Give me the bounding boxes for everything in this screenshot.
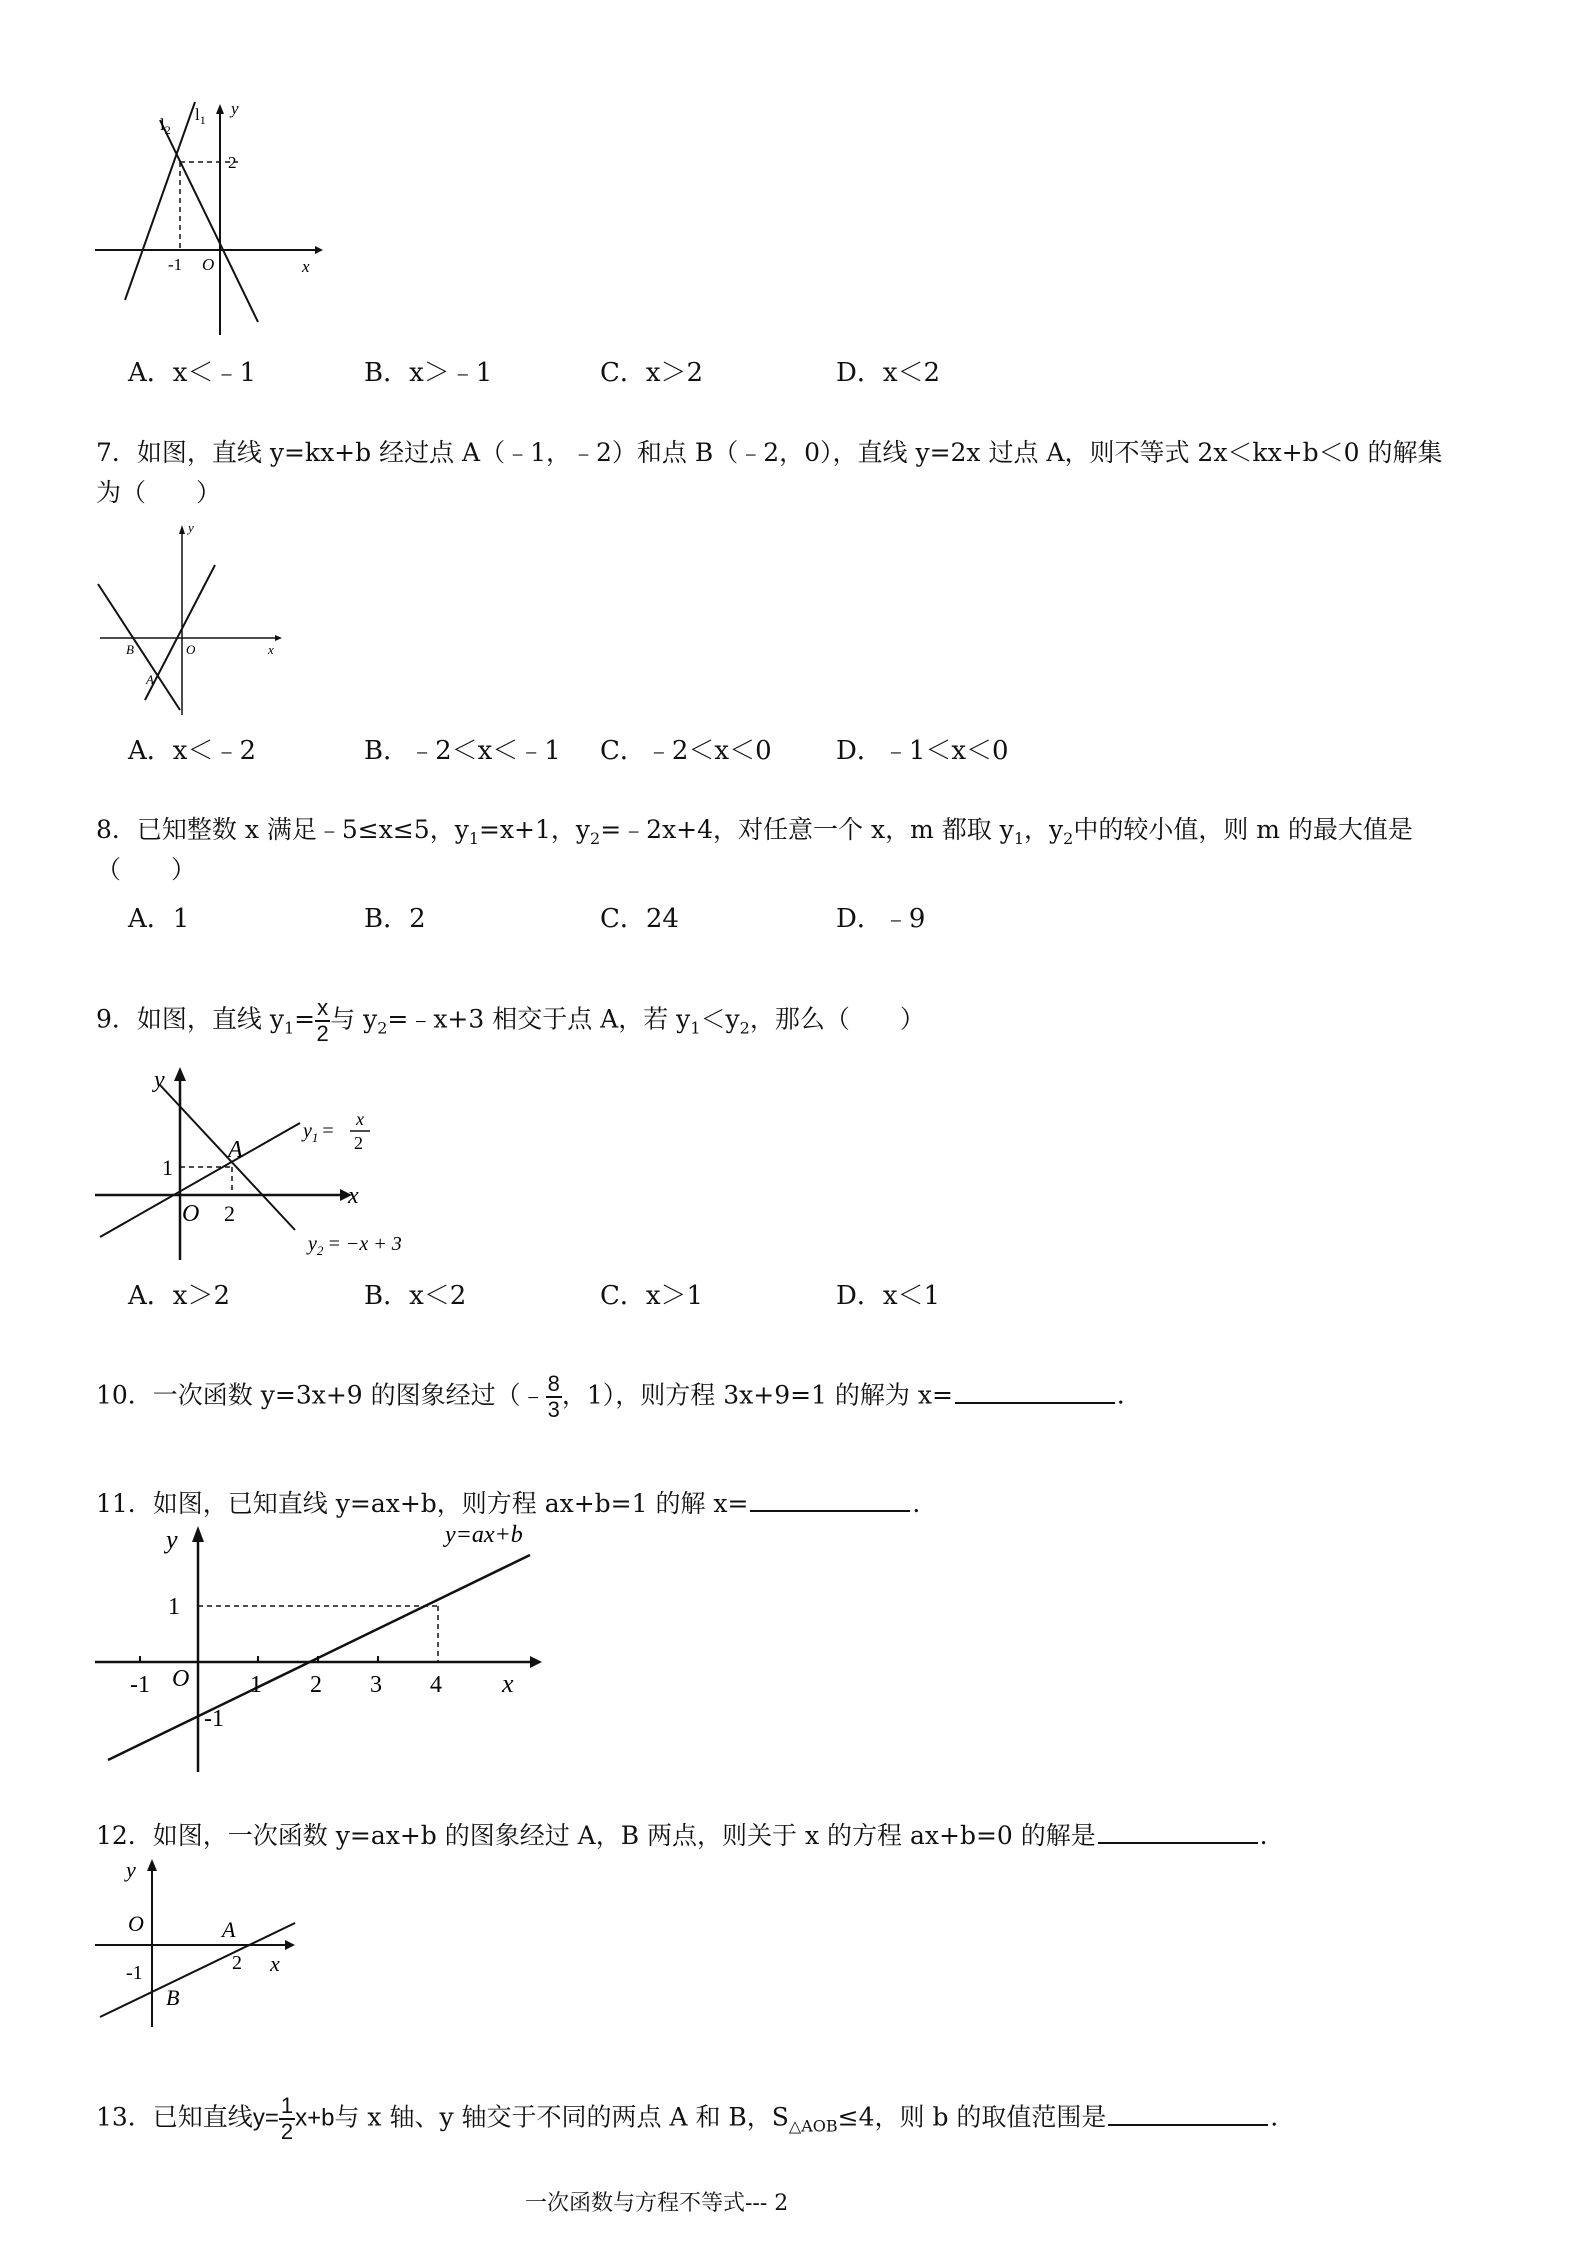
q6-option-c[interactable]: C．x＞2 <box>600 358 704 388</box>
q7-point-b: B <box>126 642 134 657</box>
q6-tick-neg1: -1 <box>168 255 183 274</box>
q11-tick-2: 2 <box>310 1672 322 1698</box>
q6-option-d[interactable]: D．x＜2 <box>836 358 941 388</box>
q7-stem-line2: 为（ ） <box>96 478 222 507</box>
q12-graph <box>90 1855 330 2030</box>
q11-tick-1: 1 <box>250 1672 262 1698</box>
q6-option-b[interactable]: B．x＞﹣1 <box>364 358 493 388</box>
q7-x-label: x <box>268 642 274 657</box>
q7-option-c[interactable]: C．﹣2＜x＜0 <box>600 736 772 766</box>
q7-point-a: A <box>146 672 154 687</box>
q7-option-b[interactable]: B．﹣2＜x＜﹣1 <box>364 736 561 766</box>
q11-tick-neg1: -1 <box>130 1672 150 1698</box>
q6-l1-label: $l_1$ <box>195 105 206 127</box>
q10-fraction: $\frac{8}{3}$ <box>547 1371 560 1422</box>
q6-x-label: x <box>302 257 310 276</box>
q12-answer-blank[interactable] <box>1098 1818 1258 1844</box>
q11-origin: O <box>172 1666 190 1692</box>
q12-y-label: y <box>126 1857 136 1882</box>
q9-y1-den: 2 <box>354 1133 363 1153</box>
q13-answer-blank[interactable] <box>1108 2100 1268 2126</box>
q12-origin: O <box>128 1911 144 1936</box>
q11-graph <box>90 1520 550 1775</box>
q9-y-label: y <box>154 1067 165 1093</box>
q9-stem: 9．如图，直线 $y_1=$ $\frac{x}{2}$ 与 $y_2=﹣x+3$ 相交于点 A，若 $y_1<y_2$，那么（ ） <box>96 995 925 1046</box>
q11-x-label: x <box>502 1669 514 1698</box>
q12-point-b: B <box>166 1985 180 2010</box>
q10-answer-blank[interactable] <box>955 1378 1115 1404</box>
q7-stem-line1: 7．如图，直线 y=kx+b 经过点 A（﹣1，﹣2）和点 B（﹣2，0），直线 y=2x 过点 A，则不等式 2x＜kx+b＜0 的解集 <box>96 438 1443 467</box>
q11-tick-4: 4 <box>430 1672 442 1698</box>
q8-option-d[interactable]: D．﹣9 <box>836 904 926 934</box>
page-footer: 一次函数与方程不等式--- 2 <box>525 2191 789 2216</box>
q6-tick-2: 2 <box>228 153 237 172</box>
q7-option-d[interactable]: D．﹣1＜x＜0 <box>836 736 1009 766</box>
q9-tick-2: 2 <box>224 1201 235 1226</box>
q7-origin: O <box>186 642 196 657</box>
q11-line-label: y=ax+b <box>445 1522 523 1548</box>
q9-point-a: A <box>228 1137 243 1163</box>
q9-y1-label: $y_1$ = <box>303 1120 334 1145</box>
q12-point-a: A <box>222 1917 236 1942</box>
q7-y-label: y <box>188 520 194 535</box>
q11-tick-y1: 1 <box>168 1594 180 1620</box>
q7-graph <box>90 520 290 720</box>
q9-y2-label: $y_2 = -x + 3$ <box>308 1233 402 1258</box>
q8-stem-line2: （ ） <box>96 855 197 884</box>
q12-tick-2: 2 <box>232 1952 242 1974</box>
q13-fraction: $\frac{1}{2}$ <box>280 2093 294 2144</box>
q6-option-a[interactable]: A．x＜﹣1 <box>128 358 256 388</box>
q6-y-label: y <box>231 100 239 118</box>
q9-x-label: x <box>348 1183 359 1209</box>
q10-stem: 10．一次函数 y=3x+9 的图象经过（﹣ $\frac{8}{3}$ ，1），则方程 3x+9=1 的解为 x= ． <box>96 1371 1142 1422</box>
q8-stem-line1: 8．已知整数 x 满足﹣5≤x≤5，$y_1=x+1$，$y_2=﹣2x+4$，对任意一个 x，m 都取 $y_1$，$y_2$中的较小值，则 m 的最大值是 <box>96 815 1413 848</box>
q6-l2-label: $l_2$ <box>160 115 171 137</box>
q9-option-d[interactable]: D．x＜1 <box>836 1281 941 1311</box>
q6-origin: O <box>202 255 215 274</box>
q8-option-c[interactable]: C．24 <box>600 904 679 934</box>
q9-fraction: $\frac{x}{2}$ <box>316 995 329 1046</box>
q13-stem: 13．已知直线y= $\frac{1}{2}$ x+b与 x 轴、y 轴交于不同的两点 A 和 B，$S_{\triangle AOB}\le 4$，则 b 的取值范围是 ． <box>96 2093 1296 2144</box>
q12-x-label: x <box>270 1951 280 1976</box>
q11-tick-3: 3 <box>370 1672 382 1698</box>
q6-graph <box>90 100 330 340</box>
q11-answer-blank[interactable] <box>750 1486 910 1512</box>
q11-y-label: y <box>166 1525 178 1554</box>
q9-option-c[interactable]: C．x＞1 <box>600 1281 704 1311</box>
q8-option-b[interactable]: B．2 <box>364 904 426 934</box>
q9-graph <box>90 1065 450 1270</box>
q9-tick-1: 1 <box>162 1155 173 1180</box>
q12-tick-neg1: -1 <box>126 1962 143 1984</box>
q11-stem: 11．如图，已知直线 y=ax+b，则方程 ax+b=1 的解 x= ． <box>96 1484 938 1524</box>
q12-stem: 12．如图，一次函数 y=ax+b 的图象经过 A，B 两点，则关于 x 的方程 ax+b=0 的解是 ． <box>96 1816 1285 1856</box>
q8-option-a[interactable]: A．1 <box>128 904 190 934</box>
q9-option-b[interactable]: B．x＜2 <box>364 1281 467 1311</box>
q9-origin: O <box>182 1201 200 1227</box>
q9-y1-num: x <box>356 1109 364 1129</box>
q7-option-a[interactable]: A．x＜﹣2 <box>128 736 256 766</box>
q11-tick-yneg1: -1 <box>204 1706 224 1732</box>
q9-option-a[interactable]: A．x＞2 <box>128 1281 230 1311</box>
